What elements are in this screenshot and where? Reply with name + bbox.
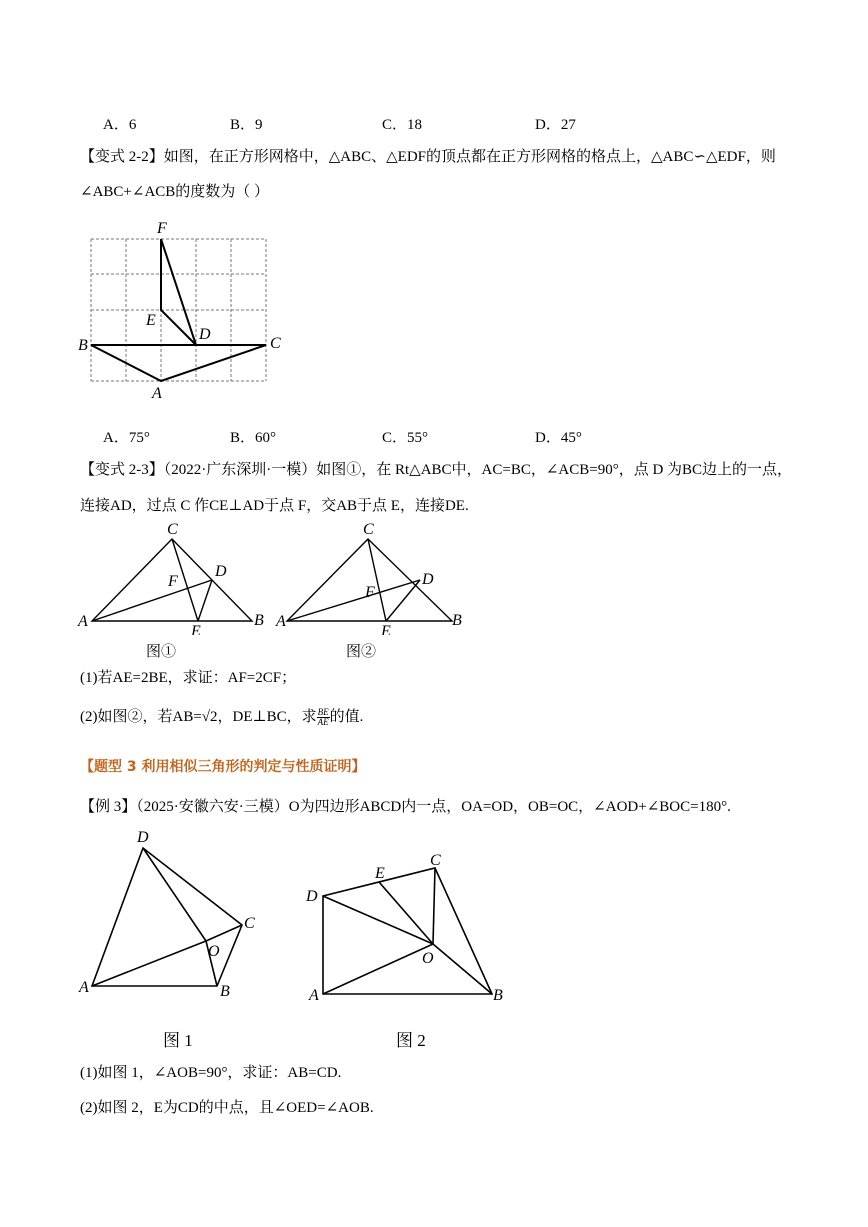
- label-b: B: [78, 337, 88, 354]
- label-e: E: [381, 623, 391, 635]
- v23-fig1-caption: 图①: [146, 644, 177, 660]
- label-f: F: [168, 573, 178, 590]
- label-b: B: [493, 987, 503, 1004]
- label-o: O: [422, 950, 434, 967]
- ex3-figure-2: [295, 840, 525, 1010]
- label-e: E: [146, 312, 156, 329]
- label-a: A: [152, 385, 162, 402]
- label-c: C: [363, 521, 374, 538]
- section-heading: 【题型 3 利用相似三角形的判定与性质证明】: [80, 759, 366, 775]
- v22-option-a: A．75°: [103, 430, 150, 446]
- v22-option-b: B．60°: [230, 430, 277, 446]
- label-b: B: [452, 612, 462, 629]
- v23-fig2-caption: 图②: [346, 644, 377, 660]
- label-e: E: [375, 865, 385, 882]
- label-c: C: [270, 335, 281, 352]
- label-b: B: [220, 983, 230, 1000]
- ex3-question-line1: 【例 3】（2025·安徽六安·三模）O为四边形ABCD内一点，OA=OD，OB=OC，∠AOD+∠BOC=180°.: [80, 799, 731, 815]
- label-d: D: [422, 571, 434, 588]
- v23-question-line1: 【变式 2-3】（2022·广东深圳·一模）如图①，在 Rt△ABC中，AC=BC，∠ACB=90°，点 D 为BC边上的一点，: [80, 462, 793, 478]
- grid-lines: [91, 239, 266, 381]
- label-c: C: [244, 915, 255, 932]
- v22-option-c: C．55°: [382, 430, 429, 446]
- v23-subquestion-2: [80, 708, 363, 727]
- label-c: C: [430, 852, 441, 869]
- label-f: F: [365, 584, 375, 601]
- label-d: D: [199, 326, 211, 343]
- ex3-fig2-caption: 图 2: [396, 1031, 426, 1050]
- label-a: A: [276, 613, 286, 630]
- label-a: A: [79, 979, 89, 996]
- v23-figure-1: [70, 515, 270, 635]
- option-c-prev: C．18: [382, 117, 423, 133]
- v23-subquestion-1: (1)若AE=2BE，求证：AF=2CF；: [80, 670, 297, 686]
- label-o: O: [208, 943, 220, 960]
- label-d: D: [306, 888, 318, 905]
- q2-suffix: 的值.: [329, 709, 364, 725]
- ex3-subquestion-1: (1)如图 1，∠AOB=90°，求证：AB=CD.: [80, 1065, 342, 1081]
- q2-prefix: (2)如图②，若AB=√2，DE⊥BC，求: [80, 709, 317, 725]
- option-d-prev: D．27: [535, 117, 576, 133]
- fraction-be-ae: $\frac{BE}{AE}$: [317, 707, 329, 728]
- label-b: B: [254, 612, 264, 629]
- label-c: C: [167, 521, 178, 538]
- label-d: D: [137, 829, 149, 846]
- v23-question-line2: 连接AD，过点 C 作CE⊥AD于点 F，交AB于点 E，连接DE.: [80, 498, 469, 514]
- v22-option-d: D．45°: [535, 430, 582, 446]
- label-a: A: [309, 987, 319, 1004]
- option-b-prev: B．9: [230, 117, 263, 133]
- ex3-subquestion-2: (2)如图 2，E为CD的中点，且∠OED=∠AOB.: [80, 1100, 374, 1116]
- label-a: A: [78, 613, 88, 630]
- v22-grid-figure: [70, 215, 300, 405]
- v22-question-line2: ∠ABC+∠ACB的度数为（ ）: [80, 184, 270, 200]
- ex3-fig1-caption: 图 1: [163, 1031, 193, 1050]
- label-e: E: [191, 623, 201, 635]
- ex3-figure-1: [70, 820, 270, 1005]
- v22-question-line1: 【变式 2-2】如图，在正方形网格中，△ABC、△EDF的顶点都在正方形网格的格点上，△ABC∽△EDF，则: [80, 149, 776, 165]
- v23-figure-2: [270, 515, 470, 635]
- label-d: D: [215, 563, 227, 580]
- option-a-prev: A．6: [103, 117, 137, 133]
- label-f: F: [157, 220, 167, 237]
